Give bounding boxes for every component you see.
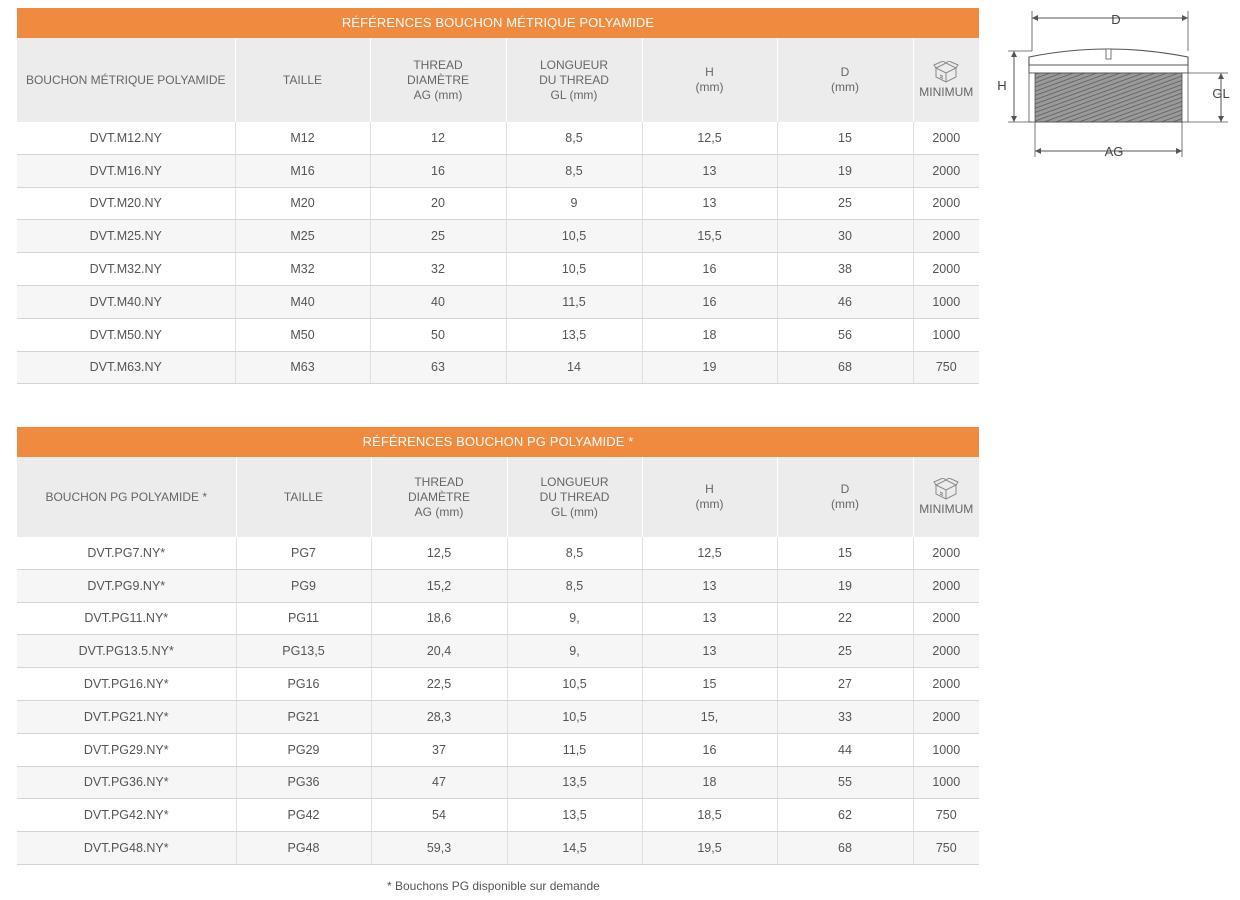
- col-header-gl-line: GL (mm): [551, 504, 598, 519]
- cell-thread-length: 8,5: [506, 154, 642, 187]
- cell-minimum: 2000: [913, 537, 979, 569]
- metric-table-header: [17, 38, 979, 122]
- col-header-h-line: H: [705, 65, 714, 79]
- col-header-gl-line: GL (mm): [550, 87, 598, 102]
- cell-diameter: 68: [777, 351, 913, 384]
- col-header-h: [642, 457, 777, 537]
- cell-size: PG7: [236, 537, 371, 569]
- cell-thread-diameter: 22,5: [371, 668, 507, 701]
- metric-table-title: RÉFÉRENCES BOUCHON MÉTRIQUE POLYAMIDE: [17, 8, 979, 38]
- cell-reference: DVT.PG36.NY*: [17, 766, 236, 799]
- cell-thread-length: 8,5: [507, 569, 642, 602]
- col-header-ag: [370, 38, 506, 122]
- arrow-icon: [1035, 148, 1041, 154]
- label-d: D: [1111, 12, 1121, 27]
- cell-thread-diameter: 40: [370, 285, 506, 318]
- cell-height: 16: [642, 733, 777, 766]
- cell-reference: DVT.PG13.5.NY*: [17, 635, 236, 668]
- cell-reference: DVT.PG29.NY*: [17, 733, 236, 766]
- col-header-h: [642, 38, 777, 122]
- table-row: [17, 122, 979, 154]
- col-header-gl: [507, 457, 642, 537]
- arrow-icon: [1032, 15, 1038, 21]
- cell-minimum: 2000: [913, 220, 979, 253]
- cell-diameter: 44: [777, 733, 913, 766]
- cell-thread-diameter: 28,3: [371, 700, 507, 733]
- cell-diameter: 46: [777, 285, 913, 318]
- cell-reference: DVT.PG16.NY*: [17, 668, 236, 701]
- cell-minimum: 2000: [913, 602, 979, 635]
- col-header-gl-line: LONGUEUR: [540, 474, 609, 489]
- cell-thread-length: 10,5: [506, 253, 642, 286]
- cell-thread-diameter: 20: [370, 187, 506, 220]
- cell-diameter: 33: [777, 700, 913, 733]
- table-row: [17, 602, 979, 635]
- cell-size: PG48: [236, 832, 371, 865]
- arrow-icon: [1176, 148, 1182, 154]
- cell-reference: DVT.M63.NY: [17, 351, 235, 384]
- col-header-ref: BOUCHON MÉTRIQUE POLYAMIDE: [17, 38, 235, 122]
- pg-table-title: RÉFÉRENCES BOUCHON PG POLYAMIDE *: [17, 427, 979, 457]
- col-header-d-line: D: [840, 65, 850, 79]
- cell-size: PG29: [236, 733, 371, 766]
- cell-minimum: 2000: [913, 569, 979, 602]
- cell-diameter: 19: [777, 154, 913, 187]
- cell-thread-diameter: 47: [371, 766, 507, 799]
- cell-thread-length: 14,5: [507, 832, 642, 865]
- table-row: [17, 700, 979, 733]
- cell-size: M32: [235, 253, 370, 286]
- cell-height: 19: [642, 351, 777, 384]
- plug-thread: [1035, 73, 1182, 122]
- cell-minimum: 1000: [913, 733, 979, 766]
- cell-thread-length: 11,5: [506, 285, 642, 318]
- cell-thread-diameter: 37: [371, 733, 507, 766]
- col-header-ag-line: AG (mm): [414, 504, 464, 519]
- cell-minimum: 1000: [913, 766, 979, 799]
- cell-size: PG42: [236, 799, 371, 832]
- cell-height: 18: [642, 766, 777, 799]
- col-header-gl-line: DU THREAD: [539, 489, 610, 504]
- arrow-icon: [1182, 15, 1188, 21]
- cell-thread-diameter: 59,3: [371, 832, 507, 865]
- cell-height: 13: [642, 635, 777, 668]
- pg-table-header: [17, 457, 979, 537]
- cell-thread-diameter: 54: [371, 799, 507, 832]
- cell-size: M25: [235, 220, 370, 253]
- cell-thread-length: 14: [506, 351, 642, 384]
- col-header-gl-line: DU THREAD: [539, 72, 609, 87]
- cell-size: M40: [235, 285, 370, 318]
- table-row: [17, 537, 979, 569]
- cell-thread-diameter: 25: [370, 220, 506, 253]
- cell-height: 12,5: [642, 122, 777, 154]
- cell-diameter: 15: [777, 537, 913, 569]
- col-header-d-line: D: [840, 482, 850, 496]
- cell-diameter: 19: [777, 569, 913, 602]
- table-row: [17, 318, 979, 351]
- plug-dimension-diagram: [990, 5, 1235, 165]
- cell-minimum: 2000: [913, 253, 979, 286]
- cell-diameter: 56: [777, 318, 913, 351]
- cell-reference: DVT.PG48.NY*: [17, 832, 236, 865]
- col-header-h-line: H: [705, 482, 714, 496]
- cell-minimum: 1000: [913, 285, 979, 318]
- metric-table-body: [17, 122, 979, 384]
- cell-reference: DVT.PG7.NY*: [17, 537, 236, 569]
- cell-thread-length: 10,5: [506, 220, 642, 253]
- col-header-minimum-label: MINIMUM: [919, 501, 974, 516]
- arrow-icon: [1011, 51, 1017, 57]
- cell-reference: DVT.M50.NY: [17, 318, 235, 351]
- cell-diameter: 25: [777, 635, 913, 668]
- cell-size: M12: [235, 122, 370, 154]
- col-header-ag: [371, 457, 507, 537]
- cell-minimum: 1000: [913, 318, 979, 351]
- footnote: * Bouchons PG disponible sur demande: [387, 879, 600, 893]
- arrow-icon: [1011, 116, 1017, 122]
- pg-table-block: [17, 427, 979, 865]
- metric-table-block: [17, 8, 979, 384]
- cell-thread-diameter: 20,4: [371, 635, 507, 668]
- col-header-ag-line: THREAD: [413, 57, 463, 72]
- cell-size: PG11: [236, 602, 371, 635]
- cell-diameter: 68: [777, 832, 913, 865]
- col-header-gl-line: LONGUEUR: [539, 57, 608, 72]
- cell-height: 18: [642, 318, 777, 351]
- col-header-ag-line: AG (mm): [413, 87, 463, 102]
- col-header-d: [777, 38, 913, 122]
- col-header-minimum: [913, 457, 979, 537]
- col-header-minimum-label: MINIMUM: [919, 84, 974, 99]
- col-header-d: [777, 457, 913, 537]
- plug-slot: [1106, 49, 1111, 59]
- cell-thread-length: 10,5: [507, 700, 642, 733]
- cell-thread-diameter: 15,2: [371, 569, 507, 602]
- table-row: [17, 832, 979, 865]
- col-header-size: TAILLE: [236, 457, 371, 537]
- cell-minimum: 2000: [913, 187, 979, 220]
- cell-size: PG9: [236, 569, 371, 602]
- cell-diameter: 15: [777, 122, 913, 154]
- cell-thread-length: 9,: [507, 602, 642, 635]
- cell-height: 16: [642, 285, 777, 318]
- table-row: [17, 799, 979, 832]
- cell-height: 13: [642, 154, 777, 187]
- cell-diameter: 62: [777, 799, 913, 832]
- cell-height: 19,5: [642, 832, 777, 865]
- cell-height: 15,5: [642, 220, 777, 253]
- label-gl: GL: [1212, 86, 1230, 101]
- col-header-size: TAILLE: [235, 38, 370, 122]
- table-row: [17, 220, 979, 253]
- table-row: [17, 635, 979, 668]
- cell-height: 13: [642, 602, 777, 635]
- cell-height: 12,5: [642, 537, 777, 569]
- arrow-icon: [1218, 73, 1224, 79]
- cell-reference: DVT.PG9.NY*: [17, 569, 236, 602]
- cell-diameter: 25: [777, 187, 913, 220]
- cell-size: M63: [235, 351, 370, 384]
- col-header-h-line: (mm): [695, 497, 724, 511]
- cell-reference: DVT.PG11.NY*: [17, 602, 236, 635]
- table-row: [17, 154, 979, 187]
- plug-body: [1029, 65, 1188, 73]
- cell-reference: DVT.PG21.NY*: [17, 700, 236, 733]
- table-row: [17, 187, 979, 220]
- table-row: [17, 733, 979, 766]
- cell-minimum: 2000: [913, 122, 979, 154]
- label-h: H: [997, 78, 1007, 93]
- cell-diameter: 55: [777, 766, 913, 799]
- table-row: [17, 285, 979, 318]
- cell-minimum: 750: [913, 799, 979, 832]
- cell-reference: DVT.M12.NY: [17, 122, 235, 154]
- table-row: [17, 766, 979, 799]
- cell-thread-length: 8,5: [506, 122, 642, 154]
- table-row: [17, 668, 979, 701]
- cell-height: 15: [642, 668, 777, 701]
- cell-minimum: 2000: [913, 668, 979, 701]
- cell-size: PG36: [236, 766, 371, 799]
- cell-reference: DVT.M25.NY: [17, 220, 235, 253]
- cell-size: M16: [235, 154, 370, 187]
- cell-size: PG13,5: [236, 635, 371, 668]
- col-header-ag-line: THREAD: [414, 474, 464, 489]
- cell-minimum: 750: [913, 832, 979, 865]
- cell-thread-length: 9: [506, 187, 642, 220]
- col-header-ag-line: DIAMÈTRE: [406, 72, 469, 87]
- cell-minimum: 750: [913, 351, 979, 384]
- col-header-minimum: [913, 38, 979, 122]
- col-header-ref: BOUCHON PG POLYAMIDE *: [17, 457, 236, 537]
- cell-thread-diameter: 63: [370, 351, 506, 384]
- cell-thread-length: 13,5: [507, 766, 642, 799]
- cell-height: 16: [642, 253, 777, 286]
- cell-thread-length: 13,5: [506, 318, 642, 351]
- cell-thread-length: 9,: [507, 635, 642, 668]
- table-row: [17, 351, 979, 384]
- col-header-ag-line: DIAMÈTRE: [407, 489, 470, 504]
- cell-reference: DVT.M40.NY: [17, 285, 235, 318]
- cell-size: PG16: [236, 668, 371, 701]
- arrow-icon: [1218, 116, 1224, 122]
- cell-diameter: 30: [777, 220, 913, 253]
- cell-thread-diameter: 12,5: [371, 537, 507, 569]
- cell-thread-length: 11,5: [507, 733, 642, 766]
- cell-thread-diameter: 50: [370, 318, 506, 351]
- cell-height: 13: [642, 569, 777, 602]
- pg-table: [17, 457, 979, 865]
- plug-thread-edge: [1029, 73, 1035, 122]
- cell-thread-diameter: 16: [370, 154, 506, 187]
- cell-thread-length: 10,5: [507, 668, 642, 701]
- cell-height: 13: [642, 187, 777, 220]
- col-header-d-line: (mm): [831, 497, 859, 511]
- box-icon: [933, 478, 959, 500]
- cell-thread-diameter: 12: [370, 122, 506, 154]
- cell-thread-diameter: 18,6: [371, 602, 507, 635]
- cell-minimum: 2000: [913, 635, 979, 668]
- cell-thread-length: 13,5: [507, 799, 642, 832]
- cell-minimum: 2000: [913, 154, 979, 187]
- cell-reference: DVT.M20.NY: [17, 187, 235, 220]
- cell-reference: DVT.M32.NY: [17, 253, 235, 286]
- cell-diameter: 38: [777, 253, 913, 286]
- plug-thread-edge: [1182, 73, 1188, 122]
- cell-height: 15,: [642, 700, 777, 733]
- cell-size: M50: [235, 318, 370, 351]
- box-icon: [933, 61, 959, 83]
- cell-diameter: 27: [777, 668, 913, 701]
- col-header-h-line: (mm): [695, 80, 724, 94]
- metric-table: [17, 38, 979, 384]
- pg-table-body: [17, 537, 979, 864]
- cell-size: M20: [235, 187, 370, 220]
- cell-diameter: 22: [777, 602, 913, 635]
- cell-thread-diameter: 32: [370, 253, 506, 286]
- cell-reference: DVT.PG42.NY*: [17, 799, 236, 832]
- table-row: [17, 569, 979, 602]
- table-row: [17, 253, 979, 286]
- col-header-d-line: (mm): [831, 80, 859, 94]
- cell-size: PG21: [236, 700, 371, 733]
- cell-minimum: 2000: [913, 700, 979, 733]
- cell-thread-length: 8,5: [507, 537, 642, 569]
- col-header-gl: [506, 38, 642, 122]
- cell-height: 18,5: [642, 799, 777, 832]
- label-ag: AG: [1104, 144, 1124, 159]
- cell-reference: DVT.M16.NY: [17, 154, 235, 187]
